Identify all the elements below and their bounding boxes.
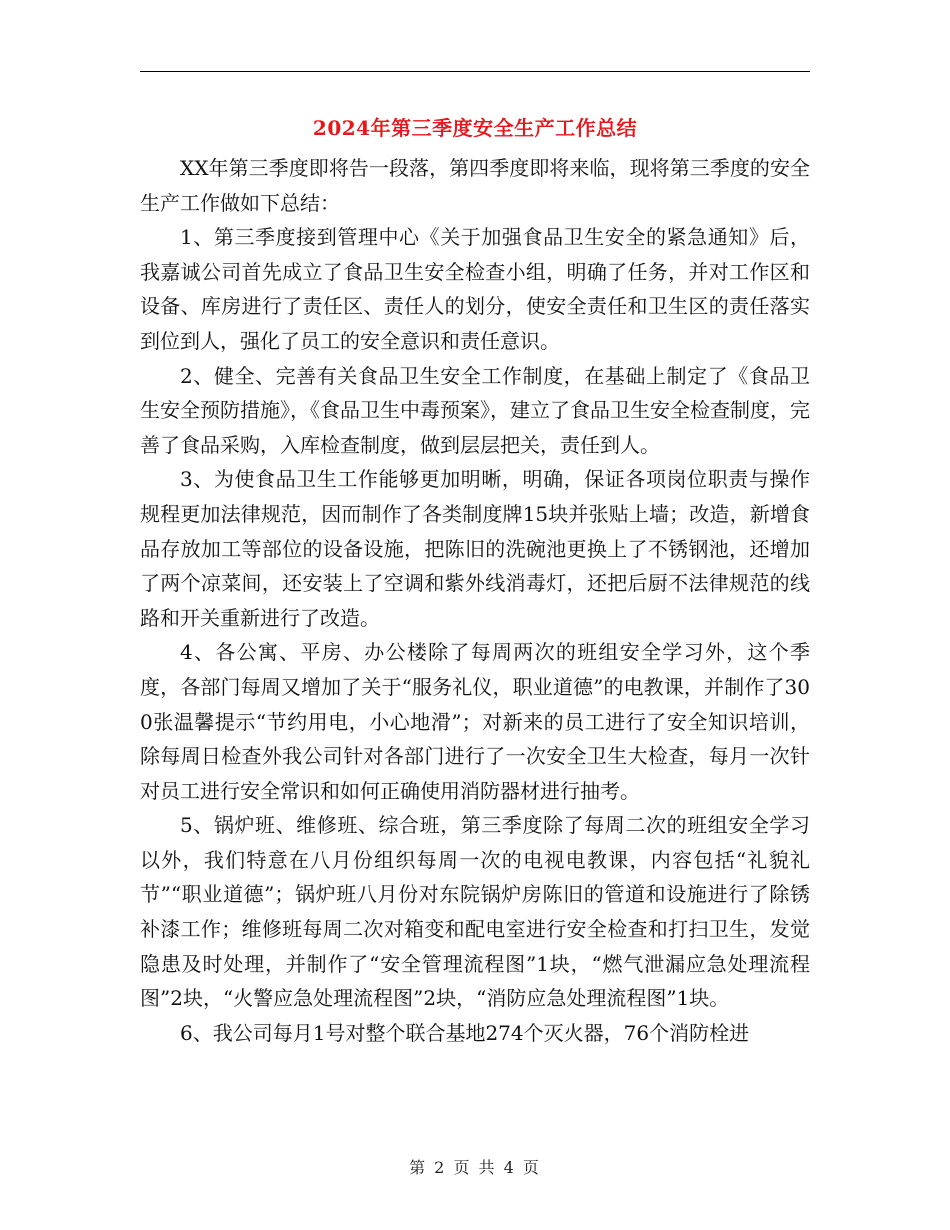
header-rule	[140, 71, 810, 72]
paragraph-item-4: 4、各公寓、平房、办公楼除了每周两次的班组安全学习外，这个季度，各部门每周又增加了关于“服务礼仪，职业道德”的电教课，并制作了300张温馨提示“节约用电，小心地滑”；对新来的员工进行了安全知识培训，除每周日检查外我公司针对各部门进行了一次安全卫生大检查，每月一次针对员工进行安全常识和如何正确使用消防器材进行抽考。	[140, 640, 810, 803]
paragraph-item-5: 5、锅炉班、维修班、综合班，第三季度除了每周二次的班组安全学习以外，我们特意在八月份组织每周一次的电视电教课，内容包括“礼貌礼节”“职业道德”；锅炉班八月份对东院锅炉房陈旧的管道和设施进行了除锈补漆工作；维修班每周二次对箱变和配电室进行安全检查和打扫卫生，发觉隐患及时处理，并制作了“安全管理流程图”1块，“燃气泄漏应急处理流程图”2块，“火警应急处理流程图”2块，“消防应急处理流程图”1块。	[140, 813, 810, 1011]
paragraph-item-2: 2、健全、完善有关食品卫生安全工作制度，在基础上制定了《食品卫生安全预防措施》，《食品卫生中毒预案》，建立了食品卫生安全检查制度，完善了食品采购，入库检查制度，做到层层把关，责任到人。	[140, 363, 810, 457]
document-title: 2024年第三季度安全生产工作总结	[312, 116, 638, 140]
paragraph-item-6: 6、我公司每月1号对整个联合基地274个灭火器，76个消防栓进	[180, 1020, 750, 1045]
intro-paragraph: XX年第三季度即将告一段落，第四季度即将来临，现将第三季度的安全生产工作做如下总结：	[140, 156, 810, 215]
document-body	[140, 151, 810, 1050]
paragraph-item-1: 1、第三季度接到管理中心《关于加强食品卫生安全的紧急通知》后，我嘉诚公司首先成立了食品卫生安全检查小组，明确了任务，并对工作区和设备、库房进行了责任区、责任人的划分，使安全责任和卫生区的责任落实到位到人，强化了员工的安全意识和责任意识。	[140, 225, 810, 353]
page-number: 第 2 页 共 4 页	[409, 1158, 541, 1177]
paragraph-item-3: 3、为使食品卫生工作能够更加明晰，明确，保证各项岗位职责与操作规程更加法律规范，因而制作了各类制度牌15块并张贴上墙；改造，新增食品存放加工等部位的设备设施，把陈旧的洗碗池更换上了不锈钢池，还增加了两个凉菜间，还安装上了空调和紫外线消毒灯，还把后厨不法律规范的线路和开关重新进行了改造。	[140, 467, 810, 630]
